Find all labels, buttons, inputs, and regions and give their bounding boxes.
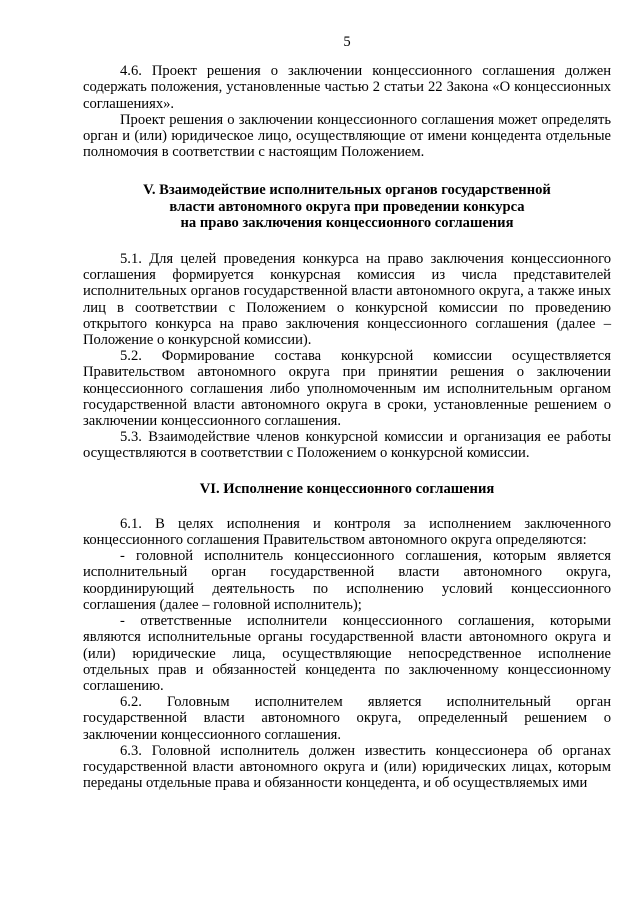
paragraph-6-3: 6.3. Головной исполнитель должен известить концессионера об органах государственной власти автономного округа и (или) юридических лицах, которым переданы отдельные права и обязанности концедента, и об осуществляемых ими <box>83 742 611 792</box>
paragraph-5-2: 5.2. Формирование состава конкурсной комиссии осуществляется Правительством автономного округа при принятии решения о заключении концессионного соглашения либо уполномоченным им исполнительным органом государственной власти автономного округа в сроки, установленные решением о заключении концессионного соглашения. <box>83 348 611 430</box>
paragraph-6-2: 6.2. Головным исполнителем является исполнительный орган государственной власти автономного округа, определенный решением о заключении концессионного соглашения. <box>83 694 611 743</box>
section-6-heading-line-1: VI. Исполнение концессионного соглашения <box>199 480 495 497</box>
section-5-heading-line-2: власти автономного округа при проведении конкурса <box>169 198 525 215</box>
list-item-responsible-executors: - ответственные исполнители концессионного соглашения, которыми являются исполнительные органы государственной власти автономного округа и (или) юридические лица, осуществляющие непосредственное исполнение отдельных прав и обязанностей концедента по заключенному концессионному соглашению. <box>83 613 611 694</box>
section-5-heading-line-3: на право заключения концессионного соглашения <box>180 214 514 231</box>
paragraph-5-3: 5.3. Взаимодействие членов конкурсной комиссии и организация ее работы осуществляются в соответствии с Положением о конкурсной комиссии. <box>83 429 611 462</box>
paragraph-4-6: 4.6. Проект решения о заключении концессионного соглашения должен содержать положения, установленные частью 2 статьи 22 Закона «О концессионных соглашениях». <box>83 63 611 112</box>
section-5-heading <box>83 182 611 231</box>
page-number: 5 <box>343 34 351 50</box>
paragraph-4-6-continuation: Проект решения о заключении концессионного соглашения может определять орган и (или) юридическое лицо, осуществляющие от имени концедента отдельные полномочия в соответствии с настоящим Положением. <box>83 111 611 161</box>
section-6-heading <box>83 481 611 497</box>
paragraph-5-1: 5.1. Для целей проведения конкурса на право заключения концессионного соглашения формируется конкурсная комиссия из числа представителей исполнительных органов государственной власти автономного округа, а также иных лиц в соответствии с Положением о конкурсной комиссии по проведению открытого конкурса на право заключения концессионного соглашения (далее – Положение о конкурсной комиссии). <box>83 251 611 349</box>
paragraph-6-1: 6.1. В целях исполнения и контроля за исполнением заключенного концессионного соглашения Правительством автономного округа определяются: <box>83 515 611 549</box>
list-item-head-executor: - головной исполнитель концессионного соглашения, которым является исполнительный орган государственной власти автономного округа, координирующий деятельность по исполнению условий концессионного соглашения (далее – головной исполнитель); <box>83 548 611 613</box>
section-5-heading-line-1: V. Взаимодействие исполнительных органов государственной <box>143 182 551 199</box>
document-page <box>83 34 611 791</box>
